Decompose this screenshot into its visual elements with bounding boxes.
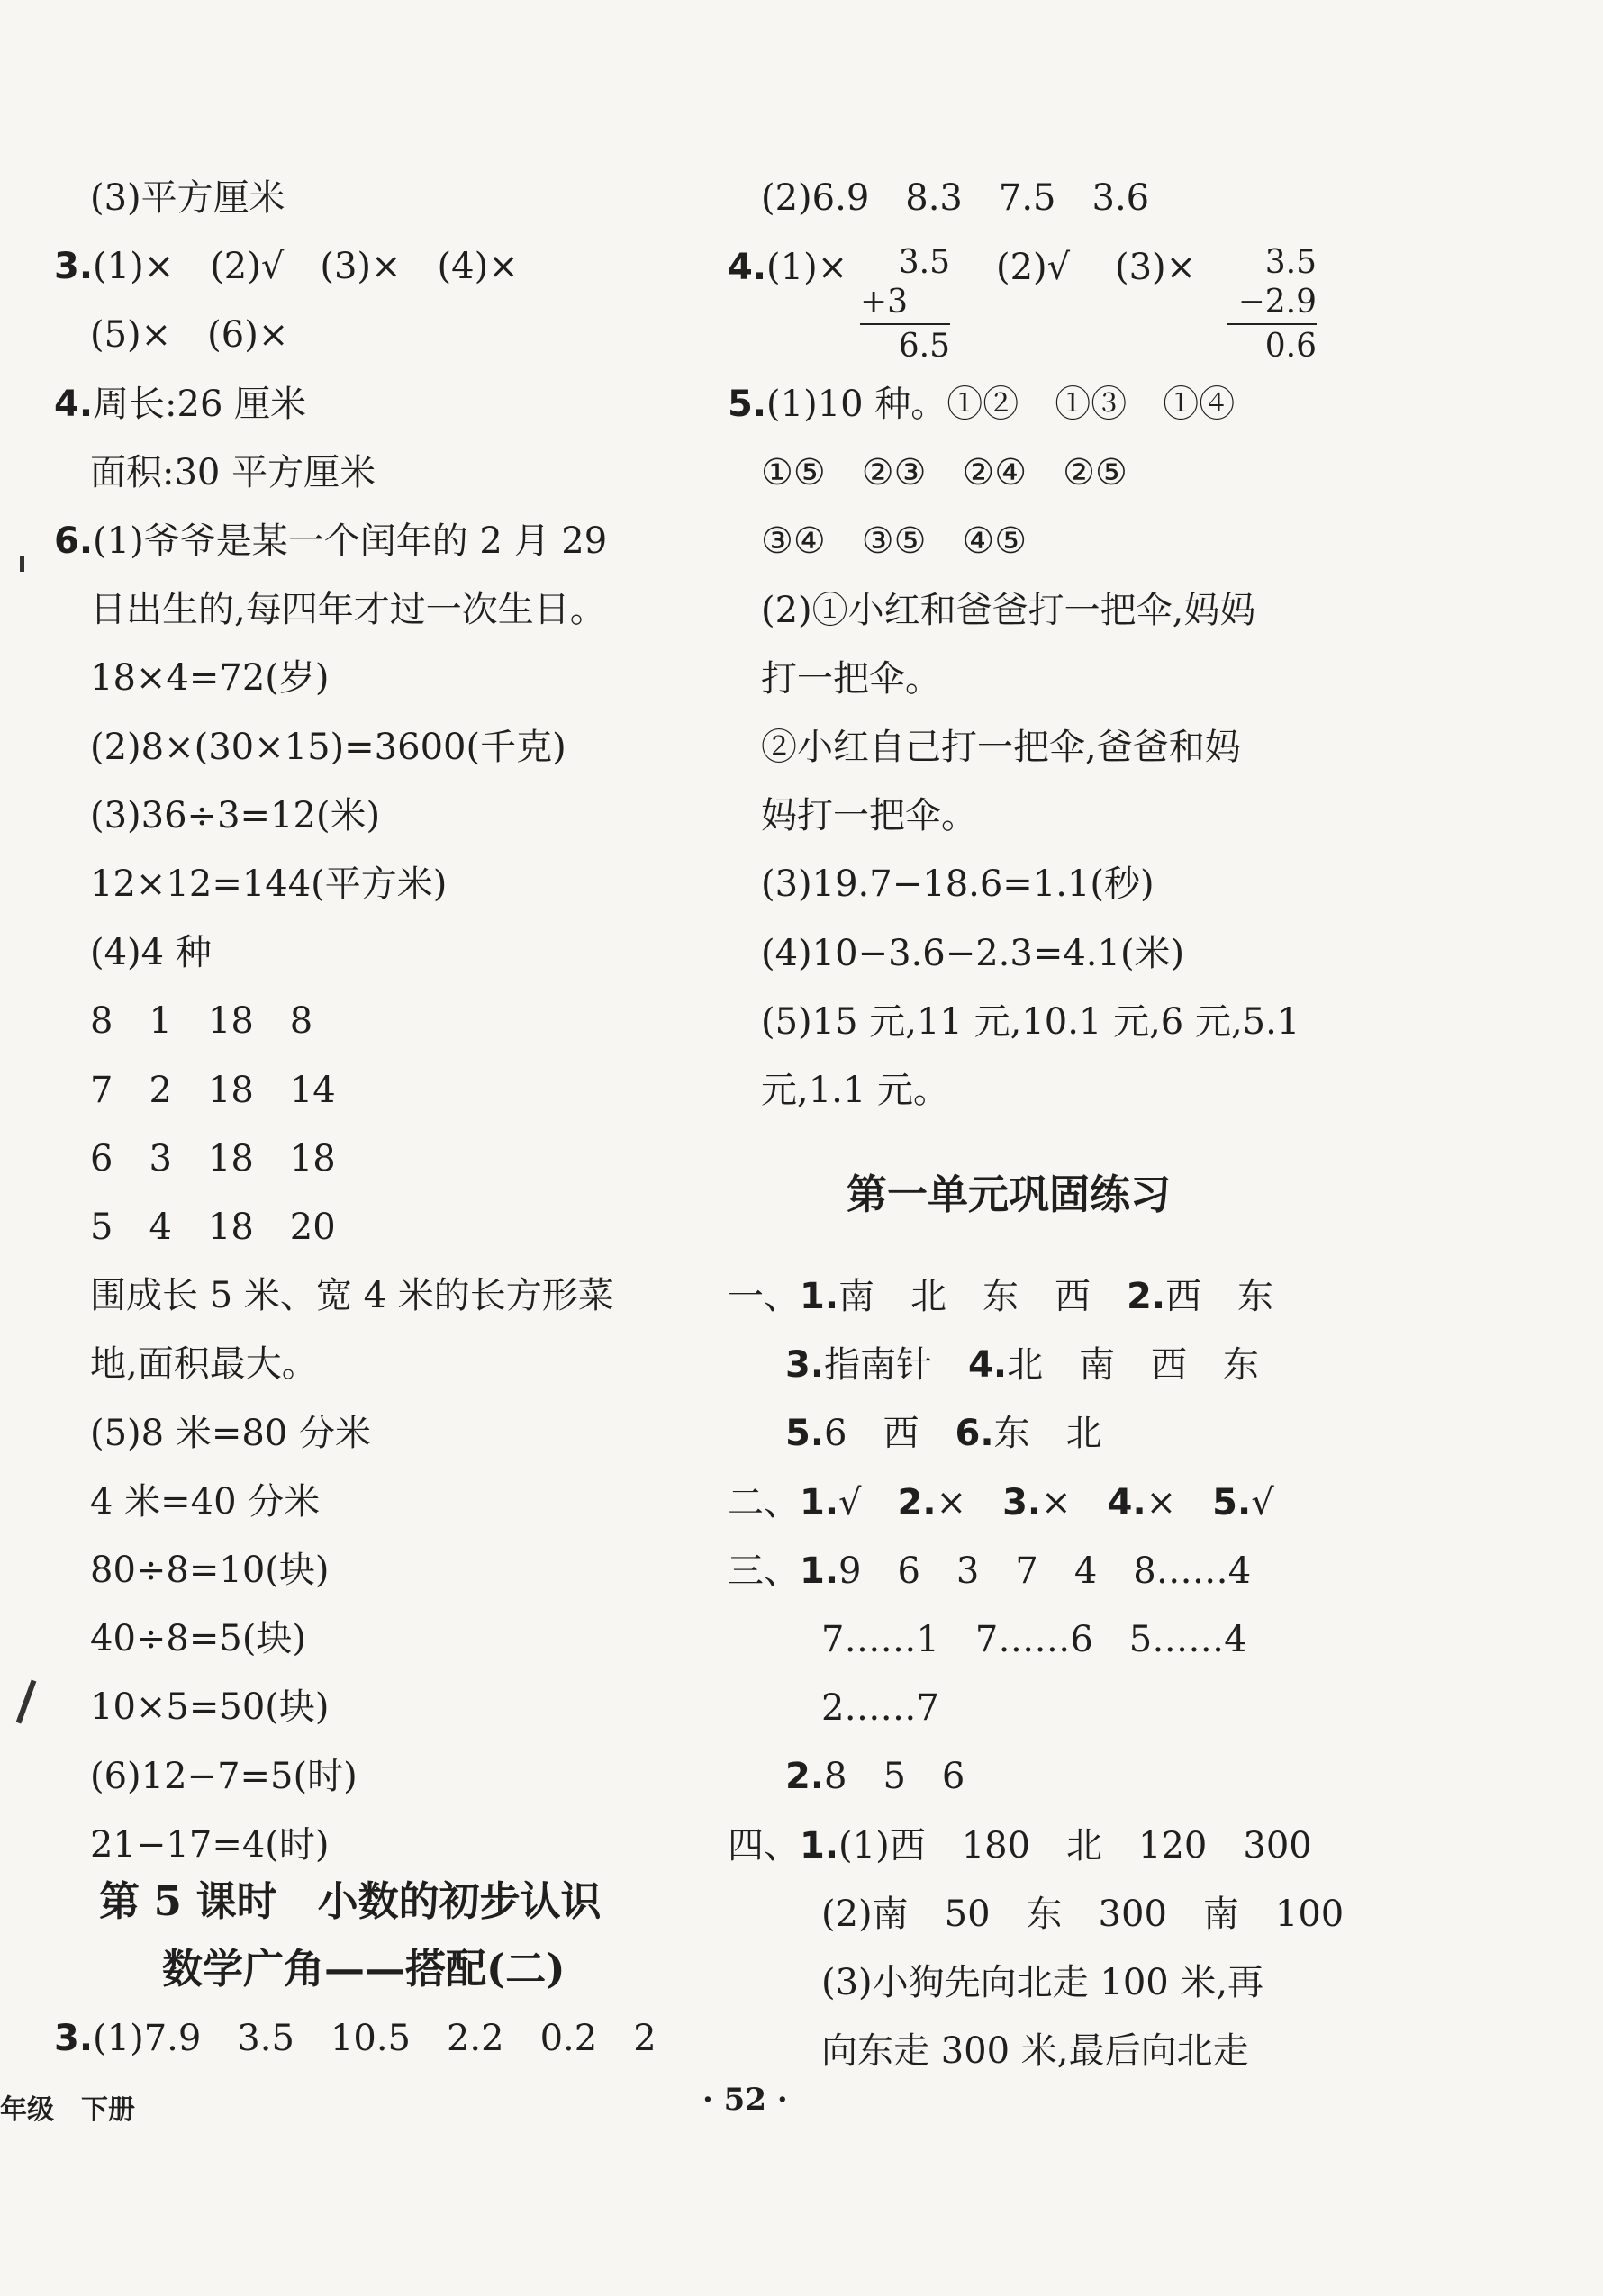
answer-line <box>90 1274 614 1317</box>
answer-line <box>90 931 212 974</box>
answer-line <box>90 656 330 700</box>
scan-mark <box>16 1679 37 1723</box>
answer-line <box>90 794 380 837</box>
answer-text: 80÷8=10(块) <box>90 1550 330 1591</box>
answer-line <box>761 657 941 701</box>
answer-text: (1)× (2)√ (3)× (4)× <box>93 246 519 287</box>
answer-text: (1)西 180 北 120 300 <box>838 1825 1312 1867</box>
calc2-operand: −2.9 <box>1237 284 1317 321</box>
question-number: 4. <box>54 384 94 425</box>
answer-text: 指南针 <box>824 1344 969 1386</box>
calc1-operand: +3 <box>860 284 909 321</box>
question-number: 6. <box>955 1413 994 1454</box>
answer-text: 12×12=144(平方米) <box>90 863 448 905</box>
right-line-q3-2: (2)6.9 8.3 7.5 3.6 <box>761 177 1150 219</box>
answer-text: (1)7.9 3.5 10.5 2.2 0.2 2 <box>93 2018 657 2059</box>
q4-part1: (1)× <box>766 247 848 288</box>
unit-answer-line <box>821 1618 1247 1661</box>
answer-line <box>90 1412 371 1455</box>
answer-line <box>761 863 1155 906</box>
unit-answer-line <box>785 1412 1102 1455</box>
answer-line <box>90 726 566 769</box>
answer-text: 6 3 18 18 <box>90 1138 336 1180</box>
answer-line <box>761 451 1128 494</box>
answer-line <box>90 1686 330 1729</box>
question-number: 5. <box>785 1413 825 1454</box>
answer-text: 向东走 300 米,最后向北走 <box>821 2030 1249 2072</box>
unit-answer-line <box>728 1824 1312 1867</box>
answer-text: (3)19.7−18.6=1.1(秒) <box>761 863 1155 905</box>
answer-line <box>90 1069 336 1112</box>
question-number: 2. <box>1127 1276 1166 1317</box>
answer-text: 面积:30 平方厘米 <box>90 452 376 493</box>
question-number: 2. <box>785 1756 825 1797</box>
answer-text: 5 4 18 20 <box>90 1207 336 1248</box>
question-number: 4. <box>968 1344 1008 1386</box>
answer-text: 18×4=72(岁) <box>90 657 330 699</box>
unit-answer-line <box>821 1686 939 1730</box>
calc1-result: 6.5 <box>898 328 950 365</box>
answer-text: 10×5=50(块) <box>90 1686 330 1728</box>
answer-text: × <box>936 1482 1003 1523</box>
answer-text: (2)8×(30×15)=3600(千克) <box>90 727 566 768</box>
calc1-top: 3.5 <box>898 244 950 281</box>
unit-answer-line <box>728 1481 1274 1524</box>
answer-line <box>90 313 288 357</box>
answer-line <box>90 588 606 631</box>
left-last-line <box>54 2017 657 2060</box>
answer-text: 围成长 5 米、宽 4 米的长方形菜 <box>90 1275 614 1316</box>
grade-label: 年级 下册 <box>0 2094 135 2126</box>
calc1-rule <box>860 323 950 325</box>
answer-line <box>728 383 1235 426</box>
lesson-heading-line2: 数学广角——搭配(二) <box>162 1945 566 1993</box>
answer-text: ③④ ③⑤ ④⑤ <box>761 520 1028 562</box>
answer-text: 东 北 <box>993 1413 1102 1454</box>
question-number: 3. <box>54 246 94 287</box>
answer-text: (4)10−3.6−2.3=4.1(米) <box>761 933 1185 974</box>
question-number: 1. <box>800 1825 839 1867</box>
unit-answer-line <box>785 1343 1259 1387</box>
answer-text: √ <box>1251 1482 1274 1523</box>
answer-text: 妈打一把伞。 <box>761 795 977 836</box>
question-number: 6. <box>54 520 94 562</box>
answer-text: 元,1.1 元。 <box>761 1070 950 1111</box>
calc2-result: 0.6 <box>1264 328 1317 365</box>
question-number: 5. <box>1212 1482 1252 1523</box>
answer-text: (2)南 50 东 300 南 100 <box>821 1894 1345 1935</box>
answer-text: (3)平方厘米 <box>90 177 285 219</box>
answer-text: 21−17=4(时) <box>90 1824 330 1866</box>
q4-part2: (2)√ <box>996 247 1071 288</box>
answer-text: 40÷8=5(块) <box>90 1618 307 1659</box>
question-number: 2. <box>897 1482 937 1523</box>
question-number: 1. <box>800 1482 839 1523</box>
answer-line <box>90 1549 330 1592</box>
question-number: 4. <box>1107 1482 1146 1523</box>
answer-line <box>90 176 285 220</box>
answer-line <box>761 589 1255 632</box>
answer-text: 8 1 18 8 <box>90 1000 313 1042</box>
question-number: 5. <box>728 384 767 425</box>
answer-line <box>761 726 1241 769</box>
answer-line <box>90 1206 336 1249</box>
question-number: 3. <box>54 2018 94 2059</box>
unit-answer-line <box>785 1755 965 1798</box>
answer-text: ②小红自己打一把伞,爸爸和妈 <box>761 727 1241 768</box>
answer-text: (5)× (6)× <box>90 314 289 356</box>
calc2-top: 3.5 <box>1264 244 1317 281</box>
answer-text: (4)4 种 <box>90 932 212 973</box>
answer-text: 一、 <box>728 1276 800 1317</box>
answer-text: ①⑤ ②③ ②④ ②⑤ <box>761 452 1128 493</box>
question-number: 4. <box>728 247 767 288</box>
answer-line <box>54 520 607 563</box>
answer-text: 打一把伞。 <box>761 658 941 700</box>
answer-line <box>90 1617 306 1660</box>
answer-text: 8 5 6 <box>824 1756 965 1797</box>
unit-answer-line <box>728 1550 1251 1593</box>
unit-answer-line <box>728 1275 1273 1318</box>
scan-mark <box>20 556 24 572</box>
answer-text: × <box>1146 1482 1213 1523</box>
answer-text: (2)①小红和爸爸打一把伞,妈妈 <box>761 590 1256 631</box>
answer-text: √ <box>838 1482 898 1523</box>
answer-text: 4 米=40 分米 <box>90 1481 321 1523</box>
answer-text: 日出生的,每四年才过一次生日。 <box>90 589 606 630</box>
vertical-addition <box>860 243 950 366</box>
answer-line <box>761 1069 949 1112</box>
answer-text: 二、 <box>728 1482 800 1523</box>
answer-line <box>90 863 447 906</box>
answer-line <box>90 1480 320 1523</box>
answer-line <box>90 1823 330 1867</box>
lesson-heading-line1: 第 5 课时 小数的初步认识 <box>99 1877 602 1925</box>
answer-text: 北 南 西 东 <box>1007 1344 1260 1386</box>
answer-text: (5)8 米=80 分米 <box>90 1413 371 1454</box>
answer-line <box>761 520 1027 563</box>
right-q4-line <box>728 246 847 289</box>
unit-answer-line <box>821 1961 1263 2004</box>
answer-line <box>90 999 312 1043</box>
answer-text: (3)小狗先向北走 100 米,再 <box>821 1962 1264 2003</box>
answer-text: (3)36÷3=12(米) <box>90 795 381 836</box>
q4-part3: (3)× <box>1115 247 1197 288</box>
page-number: · 52 · <box>702 2082 788 2118</box>
answer-text: 四、 <box>728 1825 800 1867</box>
answer-line <box>54 245 519 288</box>
answer-text: 地,面积最大。 <box>90 1343 318 1385</box>
answer-line <box>90 1137 336 1180</box>
answer-line <box>761 794 977 837</box>
unit-heading: 第一单元巩固练习 <box>847 1171 1172 1218</box>
answer-text: 9 6 3 7 4 8……4 <box>838 1550 1252 1592</box>
answer-text: × <box>1041 1482 1108 1523</box>
answer-text: (1)10 种。①② ①③ ①④ <box>766 384 1236 425</box>
answer-text: (1)爷爷是某一个闰年的 2 月 29 <box>93 520 608 562</box>
answer-text: 2……7 <box>821 1687 939 1729</box>
answer-line <box>90 1755 358 1798</box>
vertical-subtraction <box>1227 243 1317 366</box>
unit-answer-line <box>821 2029 1249 2073</box>
answer-text: 7 2 18 14 <box>90 1070 336 1111</box>
calc2-rule <box>1227 323 1317 325</box>
answer-line <box>90 1342 318 1386</box>
answer-text: 三、 <box>728 1550 800 1592</box>
question-number: 1. <box>800 1550 839 1592</box>
answer-text: 南 北 东 西 <box>838 1276 1128 1317</box>
answer-line <box>90 451 376 494</box>
question-number: 3. <box>785 1344 825 1386</box>
answer-line <box>761 1000 1300 1044</box>
answer-text: (6)12−7=5(时) <box>90 1756 358 1797</box>
answer-text: 周长:26 厘米 <box>93 384 307 425</box>
answer-text: (5)15 元,11 元,10.1 元,6 元,5.1 <box>761 1001 1300 1043</box>
question-number: 3. <box>1002 1482 1042 1523</box>
answer-text: 西 东 <box>1165 1276 1274 1317</box>
answer-line <box>761 932 1184 975</box>
unit-answer-line <box>821 1893 1344 1936</box>
answer-line <box>54 383 306 426</box>
question-number: 1. <box>800 1276 839 1317</box>
answer-text: 6 西 <box>824 1413 955 1454</box>
answer-text: 7……1 7……6 5……4 <box>821 1619 1247 1660</box>
